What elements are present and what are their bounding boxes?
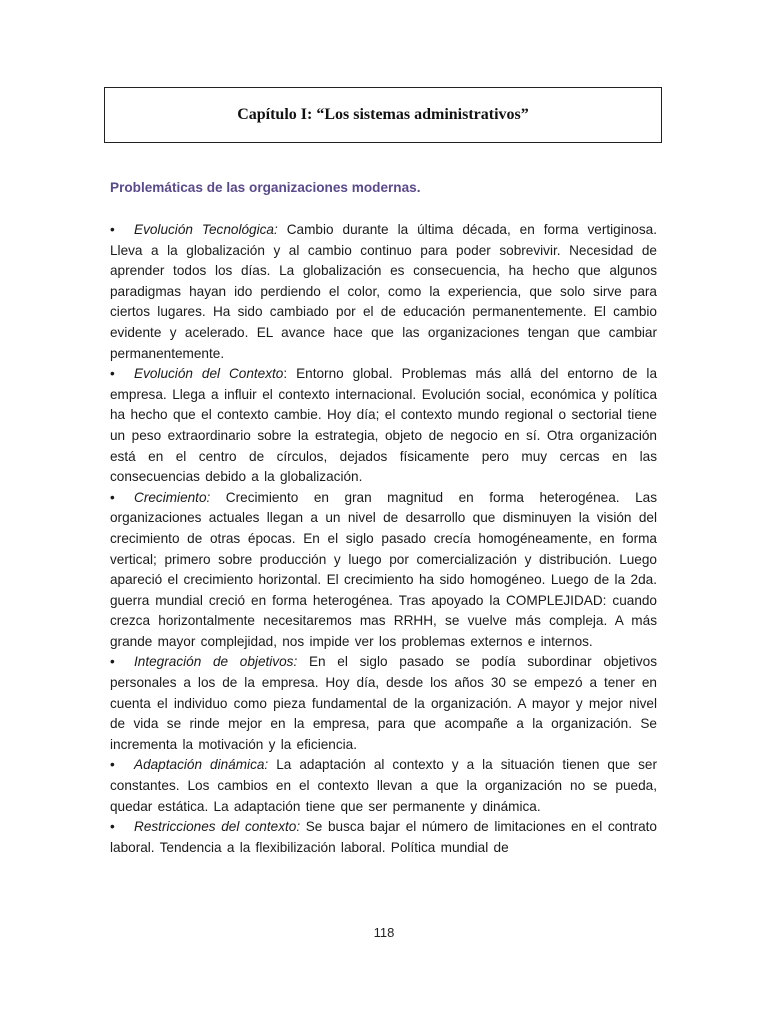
bullet-icon: • — [110, 489, 115, 505]
item-text: : Entorno global. Problemas más allá del entorno de la empresa. Llega a influir el contexto internacional. Evolución social, económica y política ha hecho que el contexto cambie. Hoy día; el contexto mundo regional o sectorial tiene un peso extraordinario sobre la estrategia, objeto de negocio en sí. Otra organización está en el centro de círculos, dejados físicamente pero muy cercas en las consecuencias debido a la globalización. — [110, 366, 658, 485]
body-text — [110, 220, 657, 858]
item-title: Evolución del Contexto — [134, 366, 284, 382]
bullet-icon: • — [110, 222, 115, 237]
item-text: Cambio durante la última década, en forma vertiginosa. Lleva a la globalización y al cambio continuo para poder sobrevivir. Necesidad de aprender todos los días. La globalización es consecuencia, ha hecho que algunos paradigmas hayan ido perdiendo el color, como la experiencia, que solo sirve para ciertos lugares. Ha sido cambiado por el de educación permanentemente. El cambio evidente y acelerado. EL avance hace que las organizaciones tengan que cambiar permanentemente. — [110, 222, 657, 361]
item-title: Integración de objetivos: — [134, 654, 298, 670]
section-heading: Problemáticas de las organizaciones modernas. — [110, 180, 421, 195]
chapter-title: Capítulo I: “Los sistemas administrativos” — [237, 106, 529, 123]
item-text: En el siglo pasado se podía subordinar objetivos personales a los de la empresa. Hoy día, desde los años 30 se empezó a tener en cuenta el individuo como pieza fundamental de la organización. A mayor y mejor nivel de vida se rinde mejor en la empresa, para que acompañe a la organización. Se incrementa la motivación y la eficiencia. — [110, 654, 657, 752]
item-title: Restricciones del contexto: — [134, 819, 301, 835]
list-item — [110, 755, 657, 817]
item-text: Se busca bajar el número de limitaciones en el contrato laboral. Tendencia a la flexibilización laboral. Política mundial de — [110, 819, 657, 855]
chapter-title-box — [104, 87, 662, 143]
bullet-icon: • — [110, 654, 115, 670]
list-item — [110, 488, 657, 653]
item-text: La adaptación al contexto y a la situación tienen que ser constantes. Los cambios en el contexto llevan a que la organización no se pueda, quedar estática. La adaptación tiene que ser permanente y dinámica. — [110, 757, 657, 814]
item-title: Adaptación dinámica: — [134, 757, 269, 773]
list-item — [110, 652, 657, 755]
item-title: Evolución Tecnológica: — [134, 222, 278, 237]
page-number: 118 — [373, 925, 395, 940]
bullet-icon: • — [110, 366, 115, 382]
item-title: Crecimiento: — [134, 489, 211, 505]
list-item — [110, 364, 657, 488]
list-item — [110, 220, 657, 364]
bullet-icon: • — [110, 819, 115, 835]
bullet-icon: • — [110, 757, 115, 773]
list-item — [110, 817, 657, 858]
item-text: Crecimiento en gran magnitud en forma heterogénea. Las organizaciones actuales llegan a un nivel de desarrollo que disminuyen la visión del crecimiento de otras épocas. En el siglo pasado crecía homogéneamente, en forma vertical; primero sobre producción y luego por comercialización y distribución. Luego apareció el crecimiento horizontal. El crecimiento ha sido homogéneo. Luego de la 2da. guerra mundial creció en forma heterogénea. Tras apoyado la COMPLEJIDAD: cuando crezca horizontalmente necesitaremos mas RRHH, se vuelve más compleja. A más grande mayor complejidad, nos impide ver los problemas externos e internos. — [110, 489, 657, 649]
